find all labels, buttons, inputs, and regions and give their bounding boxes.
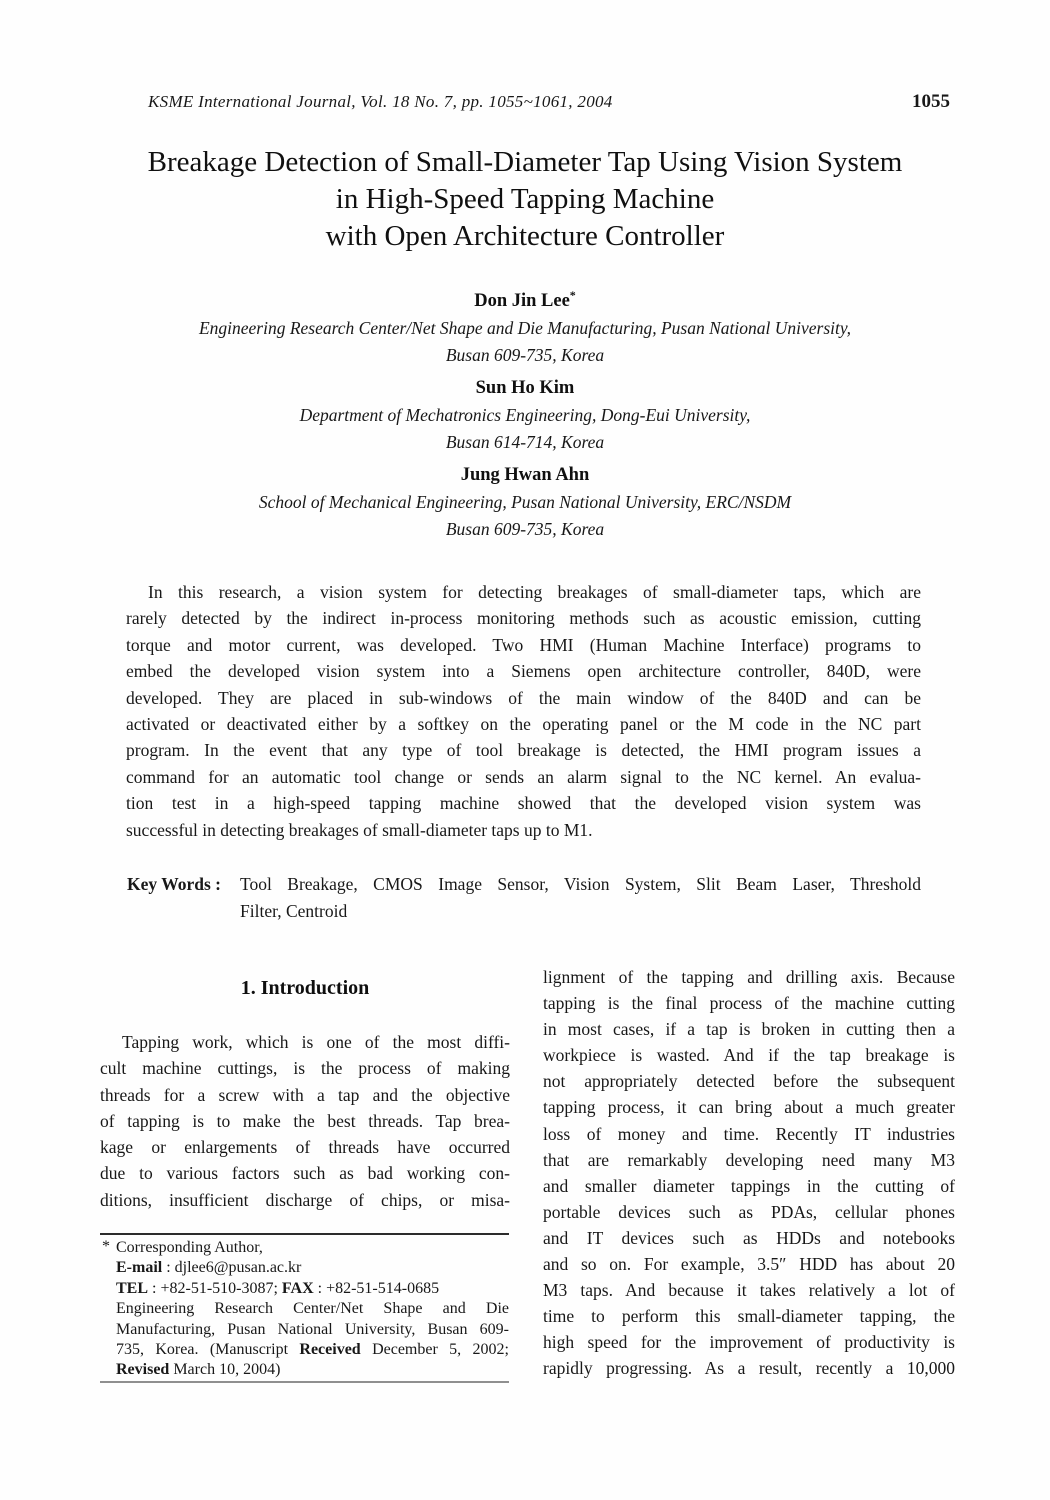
text-line: threads for a screw with a tap and the objective	[100, 1084, 510, 1105]
received-date: December 5, 2002;	[360, 1341, 509, 1359]
text-line: Filter, Centroid	[240, 900, 348, 921]
tel-value: : +82-51-510-3087;	[148, 1279, 282, 1297]
intro-paragraph-left	[100, 1029, 510, 1213]
footnote-top-divider	[100, 1233, 509, 1235]
text-line: with Open Architecture Controller	[325, 220, 725, 252]
received-label: Received	[299, 1341, 361, 1359]
footnote-revised-line	[100, 1360, 509, 1380]
text-line: developed. They are placed in sub-windows of the main window of the 840D and can be	[126, 687, 921, 708]
footnote-bottom-divider	[100, 1381, 509, 1383]
author-affiliation: Engineering Research Center/Net Shape and Die Manufacturing, Pusan National University,	[198, 318, 852, 339]
text-line: M3 taps. And because it takes relatively a lot of	[543, 1280, 955, 1301]
footnote-tel-fax-line	[100, 1279, 509, 1299]
author-name-text: Sun Ho Kim	[475, 378, 575, 399]
author-group	[0, 456, 1050, 543]
text-line: successful in detecting breakages of small-diameter taps up to M1.	[126, 819, 593, 840]
author-affiliation: Department of Mechatronics Engineering, Dong-Eui University,	[299, 405, 751, 426]
author-name	[0, 282, 1050, 315]
text-line: lignment of the tapping and drilling axis. Because	[543, 967, 955, 987]
paper-title	[0, 144, 1050, 255]
text-line: kage or enlargements of threads have occurred	[100, 1137, 510, 1158]
text-line: In this research, a vision system for detecting breakages of small-diameter taps, which are	[148, 582, 921, 602]
footnote	[100, 1238, 509, 1381]
author-name-text: Don Jin Lee	[474, 291, 570, 312]
text-line: tapping is the final process of the machine cutting	[543, 993, 955, 1014]
text-line: and so on. For example, 3.5″ HDD has about 20	[543, 1254, 955, 1275]
text-line: and smaller diameter tappings in the cutting of	[543, 1175, 955, 1196]
footnote-corresponding-line	[100, 1238, 509, 1258]
text-line: in High-Speed Tapping Machine	[335, 183, 715, 215]
keywords-list	[240, 871, 921, 924]
author-group	[0, 282, 1050, 369]
author-affiliation: Busan 609-735, Korea	[445, 345, 605, 366]
text-line: embed the developed vision system into a Siemens open architecture controller, 840D, were	[126, 661, 921, 682]
footnote-corresponding-text: Corresponding Author,	[116, 1239, 263, 1256]
fax-value: : +82-51-514-0685	[313, 1279, 440, 1297]
text-line: of tapping is to make the best threads. Tap brea-	[100, 1110, 510, 1131]
author-group	[0, 369, 1050, 456]
revised-label: Revised	[116, 1361, 170, 1379]
text-line: that are remarkably developing need many M3	[543, 1149, 955, 1170]
authors-block	[0, 282, 1050, 543]
text-line: Tool Breakage, CMOS Image Sensor, Vision System, Slit Beam Laser, Threshold	[240, 874, 921, 894]
text-line: rarely detected by the indirect in-process monitoring methods such as acoustic emission, cutting	[126, 608, 921, 629]
manuscript-text: 735, Korea. (Manuscript	[116, 1341, 300, 1359]
journal-reference: KSME International Journal, Vol. 18 No. 7, pp. 1055~1061, 2004	[148, 92, 613, 111]
text-line: time to perform this small-diameter tapping, the	[543, 1306, 955, 1327]
email-label: E-mail	[116, 1259, 163, 1277]
footnote-affiliation-line: Manufacturing, Pusan National University, Busan 609-	[116, 1320, 509, 1338]
author-name	[0, 456, 1050, 489]
text-line: high speed for the improvement of productivity is	[543, 1332, 955, 1353]
text-line: not appropriately detected before the subsequent	[543, 1071, 955, 1092]
author-affiliation: Busan 614-714, Korea	[445, 432, 605, 453]
page-number: 1055	[912, 91, 950, 112]
corresponding-author-marker: *	[569, 288, 576, 302]
text-line: loss of money and time. Recently IT industries	[543, 1123, 955, 1144]
text-line: command for an automatic tool change or sends an alarm signal to the NC kernel. An evalua-	[126, 766, 921, 787]
author-affiliation: Busan 609-735, Korea	[445, 519, 605, 540]
text-line: program. In the event that any type of tool breakage is detected, the HMI program issues a	[126, 740, 921, 761]
footnote-manuscript-line	[100, 1340, 509, 1360]
text-line: workpiece is wasted. And if the tap breakage is	[543, 1045, 955, 1066]
text-line: Breakage Detection of Small-Diameter Tap Using Vision System	[147, 146, 903, 178]
text-line: ditions, insufficient discharge of chips, or misa-	[100, 1189, 510, 1210]
tel-label: TEL	[116, 1279, 149, 1297]
text-line: Tapping work, which is one of the most diffi-	[122, 1032, 510, 1052]
text-line: rapidly progressing. As a result, recently a 10,000	[543, 1358, 955, 1379]
fax-label: FAX	[281, 1279, 314, 1297]
author-name-text: Jung Hwan Ahn	[460, 465, 590, 486]
left-column	[100, 975, 510, 1213]
text-line: portable devices such as PDAs, cellular phones	[543, 1201, 955, 1222]
text-line: and IT devices such as HDDs and notebooks	[543, 1227, 955, 1248]
keywords-label: Key Words :	[127, 874, 221, 894]
text-line: tapping process, it can bring about a much greater	[543, 1097, 955, 1118]
text-line: in most cases, if a tap is broken in cutting then a	[543, 1019, 955, 1040]
footnote-affiliation-line: Engineering Research Center/Net Shape and Die	[116, 1300, 509, 1318]
text-line: tion test in a high-speed tapping machine showed that the developed vision system was	[126, 793, 921, 814]
revised-date: March 10, 2004)	[169, 1361, 281, 1379]
right-column	[543, 964, 955, 1382]
footnote-asterisk: *	[102, 1238, 110, 1255]
section-heading-introduction: 1. Introduction	[240, 977, 370, 999]
text-line: cult machine cuttings, is the process of making	[100, 1058, 510, 1079]
text-line: torque and motor current, was developed. Two HMI (Human Machine Interface) programs to	[126, 634, 921, 655]
email-value: : djlee6@pusan.ac.kr	[162, 1259, 302, 1277]
page-header	[148, 91, 950, 113]
author-name	[0, 369, 1050, 402]
abstract-paragraph	[126, 579, 921, 843]
text-line: due to various factors such as bad working con-	[100, 1163, 510, 1184]
author-affiliation: School of Mechanical Engineering, Pusan National University, ERC/NSDM	[258, 492, 792, 513]
footnote-email-line	[100, 1258, 509, 1278]
keywords-section	[127, 871, 921, 924]
text-line: activated or deactivated either by a softkey on the operating panel or the M code in the NC part	[126, 714, 921, 735]
